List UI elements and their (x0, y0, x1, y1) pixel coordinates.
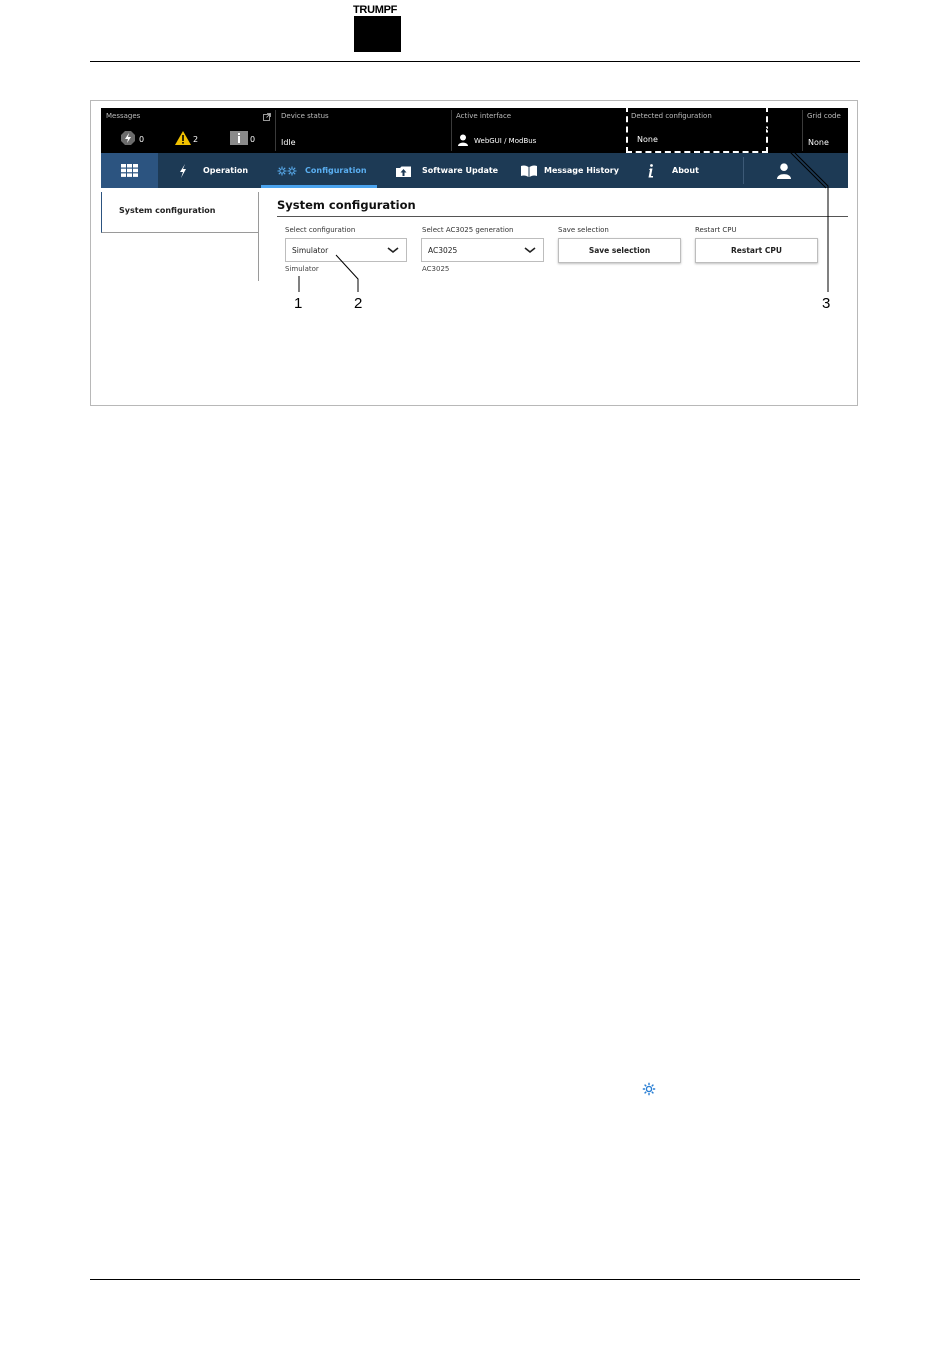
callout-2-leader (336, 255, 358, 292)
detected-configuration-value: None (637, 135, 658, 144)
tab-configuration-label: Configuration (305, 166, 367, 175)
error-count: 0 (139, 135, 145, 144)
callout-3-leader (766, 124, 828, 292)
trumpf-logo-text: TRUMPF (353, 4, 398, 16)
configuration-gear-icon (642, 1082, 656, 1096)
grid-code-value: None (808, 138, 829, 147)
callout-number-2: 2 (354, 295, 363, 312)
tab-about-label: About (672, 166, 699, 175)
restart-cpu-label: Restart CPU (695, 226, 737, 234)
callout-3-leader-inner (766, 128, 826, 188)
grid-code-label: Grid code (807, 112, 841, 120)
messages-label: Messages (106, 112, 141, 120)
select-configuration-label: Select configuration (285, 226, 356, 234)
tab-message-history-label: Message History (544, 166, 619, 175)
save-selection-button[interactable]: Save selection (558, 238, 681, 263)
device-status-value: Idle (281, 138, 296, 147)
detected-configuration-label: Detected configuration (631, 112, 712, 120)
current-configuration-value: Simulator (285, 265, 319, 273)
active-interface-value: WebGUI / ModBus (474, 137, 537, 145)
tab-software-update-label: Software Update (422, 166, 499, 175)
info-count: 0 (250, 135, 256, 144)
callout-leaders (0, 0, 950, 420)
restart-cpu-button[interactable]: Restart CPU (695, 238, 818, 263)
select-generation-label: Select AC3025 generation (422, 226, 514, 234)
callout-number-1: 1 (294, 295, 303, 312)
warning-count: 2 (193, 135, 199, 144)
page-title: System configuration (277, 198, 416, 212)
callout-number-3: 3 (822, 295, 831, 312)
device-status-label: Device status (281, 112, 329, 120)
active-interface-label: Active interface (456, 112, 512, 120)
select-configuration-value: Simulator (292, 246, 329, 255)
footer-rule (90, 1279, 860, 1280)
save-selection-label: Save selection (558, 226, 609, 234)
tab-operation-label: Operation (203, 166, 249, 175)
current-generation-value: AC3025 (422, 265, 450, 273)
select-generation-value: AC3025 (428, 246, 458, 255)
sidebar-item-label: System configuration (119, 206, 216, 215)
